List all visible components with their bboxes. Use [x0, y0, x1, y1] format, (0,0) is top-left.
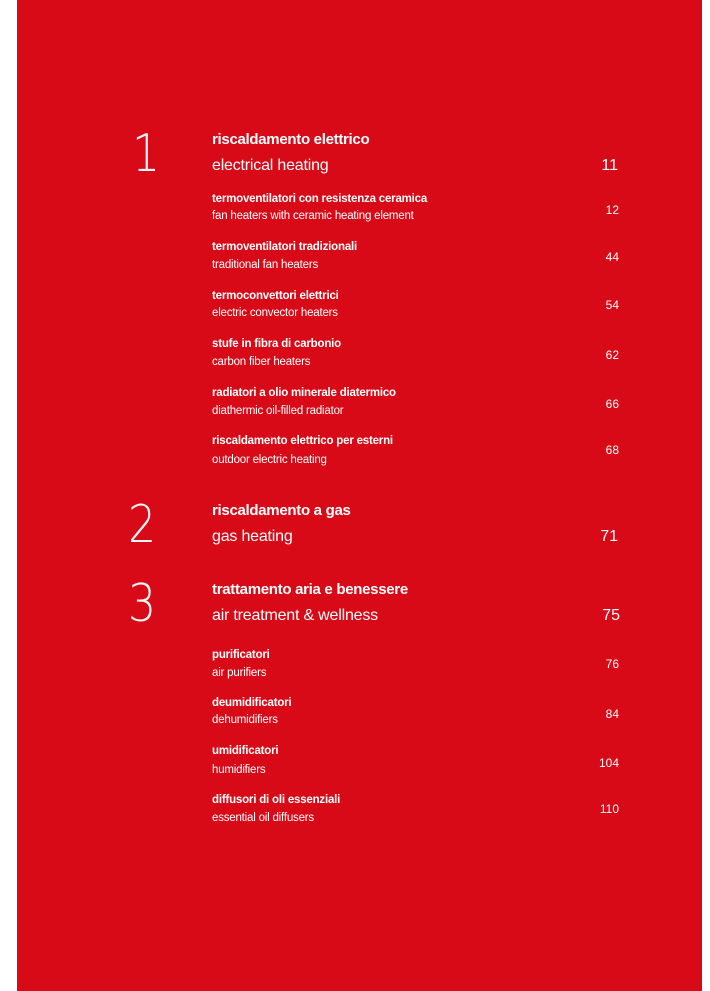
section-number-2: 2 [128, 495, 157, 555]
entry-title-it: radiatori a olio minerale diatermico [212, 387, 396, 399]
entry-title-it: riscaldamento elettrico per esterni [212, 435, 393, 447]
entry-title-en: electric convector heaters [212, 307, 338, 319]
entry-title-en: outdoor electric heating [212, 454, 327, 466]
section-title-it-3: trattamento aria e benessere [212, 581, 408, 598]
entry-page: 62 [605, 348, 619, 362]
section-title-en-3: air treatment & wellness [212, 607, 378, 624]
entry-title-it: purificatori [212, 649, 270, 661]
entry-page: 104 [598, 756, 619, 770]
entry-title-en: diathermic oil-filled radiator [212, 405, 344, 417]
entry-title-it: umidificatori [212, 745, 279, 757]
entry-title-en: air purifiers [212, 667, 267, 679]
entry-title-it: diffusori di oli essenziali [212, 794, 341, 806]
section-title-en-2: gas heating [212, 528, 293, 545]
entry-title-it: stufe in fibra di carbonio [212, 338, 341, 350]
entry-title-it: termoventilatori tradizionali [212, 241, 358, 253]
section-number-1: 1 [132, 124, 161, 184]
entry-title-it: termoventilatori con resistenza ceramica [212, 193, 428, 205]
section-title-it-1: riscaldamento elettrico [212, 131, 370, 148]
entry-page: 12 [605, 203, 619, 217]
entry-page: 68 [605, 443, 619, 457]
entry-title-en: fan heaters with ceramic heating element [212, 210, 414, 222]
entry-page: 110 [599, 802, 619, 816]
entry-page: 66 [605, 397, 619, 411]
entry-title-it: termoconvettori elettrici [212, 290, 339, 302]
section-page-3: 75 [602, 607, 620, 624]
entry-page: 84 [605, 707, 619, 721]
entry-title-en: carbon fiber heaters [212, 356, 311, 368]
entry-page: 44 [605, 250, 619, 264]
section-page-1: 11 [601, 157, 618, 174]
entry-title-en: traditional fan heaters [212, 259, 318, 271]
entry-title-en: dehumidifiers [212, 714, 278, 726]
red-page [17, 0, 702, 991]
section-title-it-2: riscaldamento a gas [212, 502, 351, 519]
entry-page: 54 [605, 298, 619, 312]
section-number-3: 3 [128, 574, 157, 634]
section-page-2: 71 [600, 528, 618, 545]
section-title-en-1: electrical heating [212, 157, 329, 174]
entry-page: 76 [605, 657, 619, 671]
entry-title-en: essential oil diffusers [212, 812, 314, 824]
entry-title-it: deumidificatori [212, 697, 292, 709]
entry-title-en: humidifiers [212, 764, 266, 776]
